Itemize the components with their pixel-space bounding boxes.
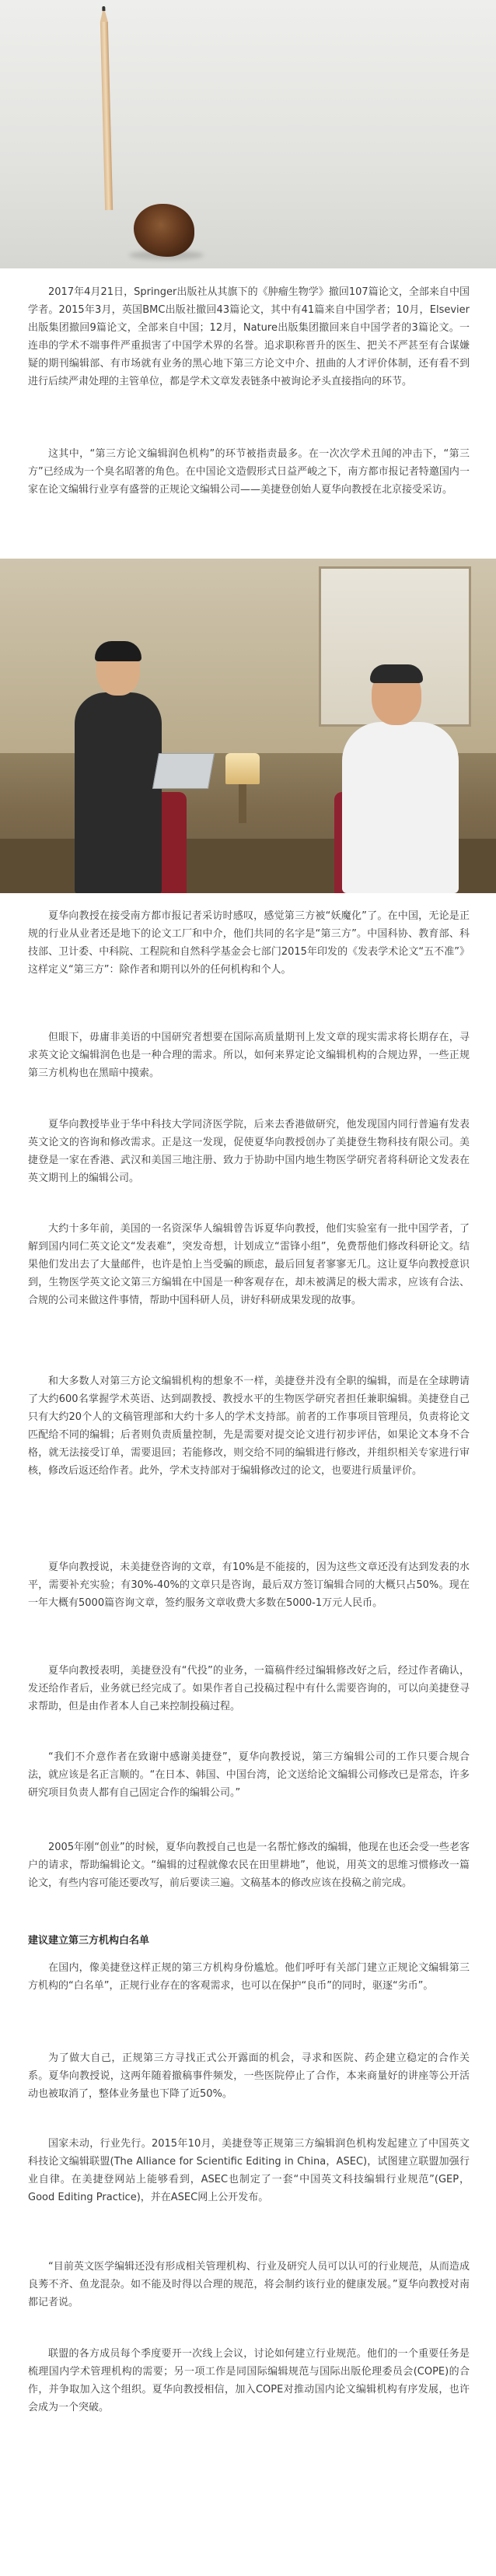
paragraph-9: 夏华向教授表明，美捷登没有“代投”的业务，一篇稿件经过编辑修改好之后，经过作者确认，发还给作者后，业务就已经完成了。如果作者自己投稿过程中有什么需要咨询的，可以向美捷登寻求帮助，但是由作者本人自己来控制投稿过程。 [28,1665,470,1712]
paragraph-5: 夏华向教授毕业于华中科技大学同济医学院，后来去香港做研究，他发现国内同行普遍有发表英文论文的咨询和修改需求。正是这一发现，促使夏华向教授创办了美捷登生物科技有限公司。美捷登是一家在香港、武汉和美国三地注册、致力于协助中国内地生物医学研究者将科研论文发表在英文期刊上的编辑公司。 [28,1119,470,1184]
paragraph-8: 夏华向教授说，未美捷登咨询的文章，有10%是不能接的，因为这些文章还没有达到发表的水平，需要补充实验；有30%-40%的文章只是咨询，最后双方签订编辑合同的大概只占50%。现在一年大概有5000篇咨询文章，签约服务文章收费大多数在5000-1万元人民币。 [28,1561,470,1609]
lamp-base [239,784,246,823]
paragraph-11: 2005年刚“创业”的时候，夏华向教授自己也是一名帮忙修改的编辑，他现在也还会受一些老客户的请求，帮助编辑论文。“编辑的过程就像农民在田里耕地”，他说，用英文的思维习惯修改一篇论文，有些内容可能还要改写，前后要读三遍。文稿基本的修改应该在投稿之前完成。 [28,1842,470,1889]
paragraph-1: 2017年4月21日，Springer出版社从其旗下的《肿瘤生物学》撤回107篇论文，全部来自中国学者。2015年3月，英国BMC出版社撤回43篇论文，其中有41篇来自中国学者；10月，Elsevier出版集团撤回9篇论文，全部来自中国；12月，Nature出版集团撤回来自中国学者的3篇论文。一连串的学术不端事件严重损害了中国学术界的名誉。追求职称晋升的医生、把关不严甚至有合谋嫌疑的期刊编辑部、有市场就有业务的黑心地下第三方论文中介、扭曲的人才评价体制，还有看不到进行后续严肃处理的主管单位，都是学术文章发表链条中被询论矛头直接指向的环节。 [28,286,470,387]
section-heading: 建议建立第三方机构白名单 [28,1935,150,1947]
paragraph-3: 夏华向教授在接受南方都市报记者采访时感叹，感觉第三方被“妖魔化”了。在中国，无论是正规的行业从业者还是地下的论文工厂和中介，他们共同的名字是“第三方”。中国科协、教育部、科技部、卫计委、中科院、工程院和自然科学基金会七部门2015年印发的《发表学术论文“五不准”》这样定义“第三方”：除作者和期刊以外的任何机构和个人。 [28,910,470,976]
professor-figure [342,668,459,893]
paragraph-14: 国家未动，行业先行。2015年10月，美捷登等正规第三方编辑润色机构发起建立了中国英文科技论文编辑联盟(The Alliance for Scientific Editing in China，ASEC)，试图建立联盟加强行业自律。在美捷登网站上能够看到，ASEC也制定了一套“中国英文科技编辑行业规范”(GEP，Good Editing Practice)，并在ASEC网上公开发布。 [28,2138,470,2203]
pencil-icon [100,22,113,210]
paragraph-16: 联盟的各方成员每个季度要开一次线上会议，讨论如何建立行业规范。他们的一个重要任务是梳理国内学术管理机构的需要；另一项工作是同国际编辑规范与国际出版伦理委员会(COPE)的合作，并争取加入这个组织。夏华向教授相信，加入COPE对推动国内论文编辑机构有序发展，也许会成为一个突破。 [28,2348,470,2413]
interview-photo [0,559,496,893]
paragraph-2: 这其中，“第三方论文编辑润色机构”的环节被指责最多。在一次次学术丑闻的冲击下，“第三方”已经成为一个臭名昭著的角色。在中国论文造假形式日益严峻之下，南方都市报记者特邀国内一家在论文编辑行业享有盛誉的正规论文编辑公司——美捷登创始人夏华向教授在北京接受采访。 [28,448,470,496]
laptop-icon [152,753,215,789]
reporter-figure [75,644,160,893]
paragraph-10: “我们不介意作者在致谢中感谢美捷登”，夏华向教授说，第三方编辑公司的工作只要合规合法，就应该是名正言顺的。“在日本、韩国、中国台湾，论文送给论文编辑公司修改已是常态，许多研究项目负责人都有自己固定合作的编辑公司。” [28,1751,470,1799]
paragraph-6: 大约十多年前，美国的一名资深华人编辑曾告诉夏华向教授，他们实验室有一批中国学者，了解到国内同仁英文论文“发表难”，突发奇想，计划成立“雷锋小组”，免费帮他们修改科研论文。结果他们发出去了大量邮件，也许是怕上当受骗的顾虑，最后回复者寥寥无几。这让夏华向教授意识到，生物医学英文论文第三方编辑在中国是一种客观存在，却未被满足的极大需求，应该有合法、合规的公司来做这件事情，帮助中国科研人员，讲好科研成果发现的故事。 [28,1223,470,1306]
paragraph-4: 但眼下，毋庸非美语的中国研究者想要在国际高质量期刊上发文章的现实需求将长期存在，寻求英文论文编辑润色也是一种合理的需求。所以，如何来界定论文编辑机构的合规边界，一些正规第三方机构也在黑暗中摸索。 [28,1032,470,1079]
paragraph-13: 为了做大自己，正规第三方寻找正式公开露面的机会，寻求和医院、药企建立稳定的合作关系。夏华向教授说，这两年随着撤稿事件频发，一些医院停止了合作，本来商量好的讲座等公开活动也被取消了，整体业务量也下降了近50%。 [28,2052,470,2100]
paragraph-15: “目前英文医学编辑还没有形成相关管理机构、行业及研究人员可以认可的行业规范，从而造成良莠不齐、鱼龙混杂。如不能及时得以合理的规范，将会制约该行业的健康发展。”夏华向教授对南都记者说。 [28,2261,470,2308]
pinecone-icon [134,204,194,257]
lamp-icon [225,753,260,784]
top-photo-pencil-pinecone [0,0,496,268]
paragraph-7: 和大多数人对第三方论文编辑机构的想象不一样，美捷登并没有全职的编辑，而是在全球聘请了大约600名掌握学术英语、达到副教授、教授水平的生物医学研究者担任兼职编辑。美捷登自己只有大约20个人的文稿管理部和大约十多人的学术支持部。前者的工作事项目管理员，负责将论文匹配给不同的编辑；后者则负责质量控制，先是需要对提交论文进行初步评估，如果论文本身不合格，就无法接受订单，需要退回；若能修改，则交给不同的编辑进行修改，并组织相关专家进行审核，修改后返还给作者。此外，学术支持部对于编辑修改过的论文，也要进行质量评价。 [28,1376,470,1477]
paragraph-12: 在国内，像美捷登这样正规的第三方机构身份尴尬。他们呼吁有关部门建立正规论文编辑第三方机构的“白名单”，正规行业存在的客观需求，也可以在保护“良币”的同时，驱逐“劣币”。 [28,1962,470,1992]
